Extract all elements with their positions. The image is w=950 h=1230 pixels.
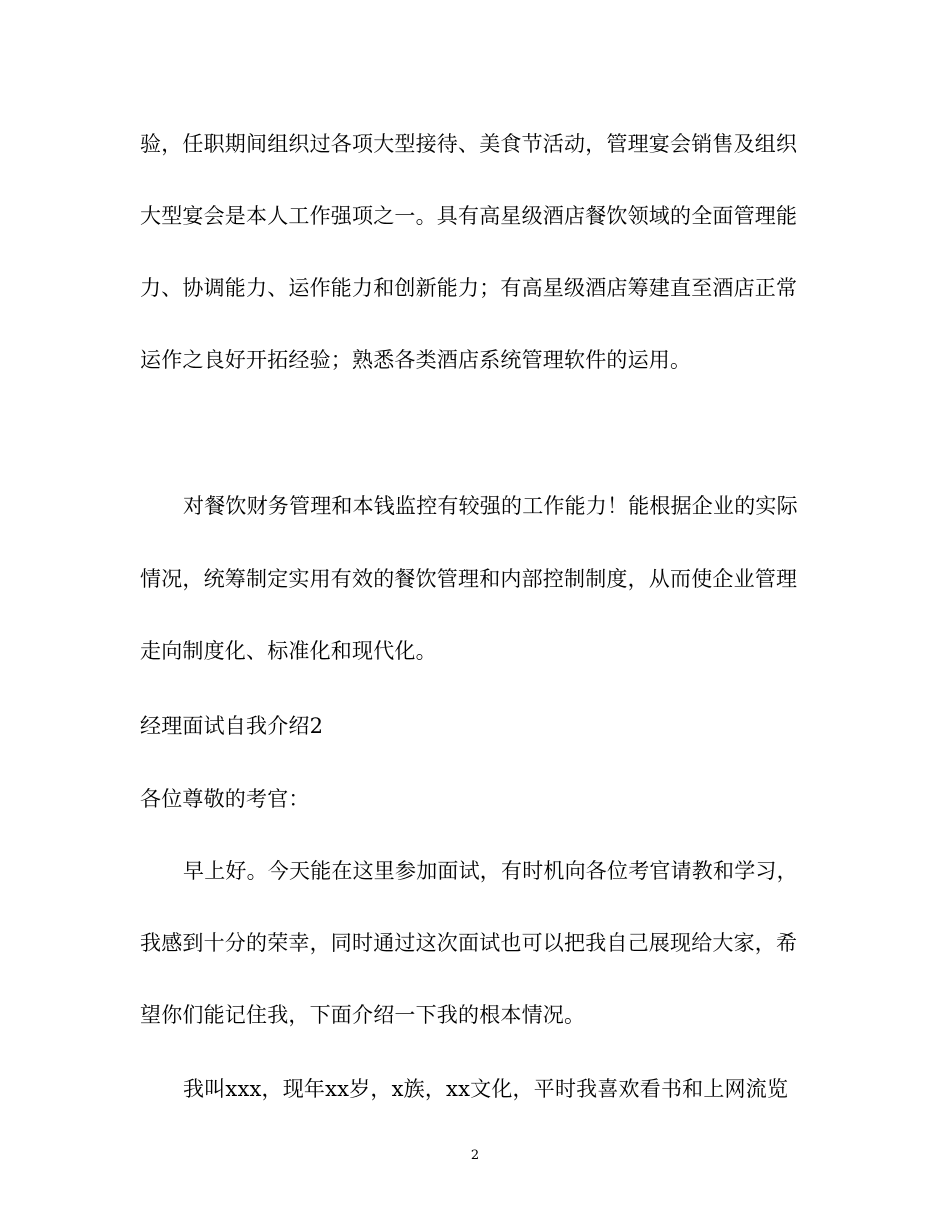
paragraph-2-line-3: 走向制度化、标准化和现代化。	[140, 639, 437, 663]
paragraph-1-line-2: 大型宴会是本人工作强项之一。具有高星级酒店餐饮领域的全面管理能	[140, 204, 798, 228]
paragraph-1-line-3: 力、协调能力、运作能力和创新能力；有高星级酒店筹建直至酒店正常	[140, 276, 798, 300]
section-heading: 经理面试自我介绍2	[140, 714, 324, 738]
paragraph-2-line-2: 情况，统筹制定实用有效的餐饮管理和内部控制制度，从而使企业管理	[140, 567, 798, 591]
page-number: 2	[470, 1148, 480, 1163]
paragraph-2-line-1: 对餐饮财务管理和本钱监控有较强的工作能力！能根据企业的实际	[183, 494, 798, 518]
paragraph-4-line-1: 我叫xxx，现年xx岁，x族，xx文化，平时我喜欢看书和上网流览	[183, 1077, 789, 1101]
paragraph-1-line-1: 验，任职期间组织过各项大型接待、美食节活动，管理宴会销售及组织	[140, 132, 798, 156]
paragraph-3-line-3: 望你们能记住我，下面介绍一下我的根本情况。	[140, 1003, 586, 1027]
paragraph-3-line-2: 我感到十分的荣幸，同时通过这次面试也可以把我自己展现给大家，希	[140, 931, 798, 955]
paragraph-1-line-4: 运作之良好开拓经验；熟悉各类酒店系统管理软件的运用。	[140, 348, 692, 372]
salutation: 各位尊敬的考官：	[140, 787, 310, 811]
paragraph-3-line-1: 早上好。今天能在这里参加面试，有时机向各位考官请教和学习，	[183, 859, 798, 883]
